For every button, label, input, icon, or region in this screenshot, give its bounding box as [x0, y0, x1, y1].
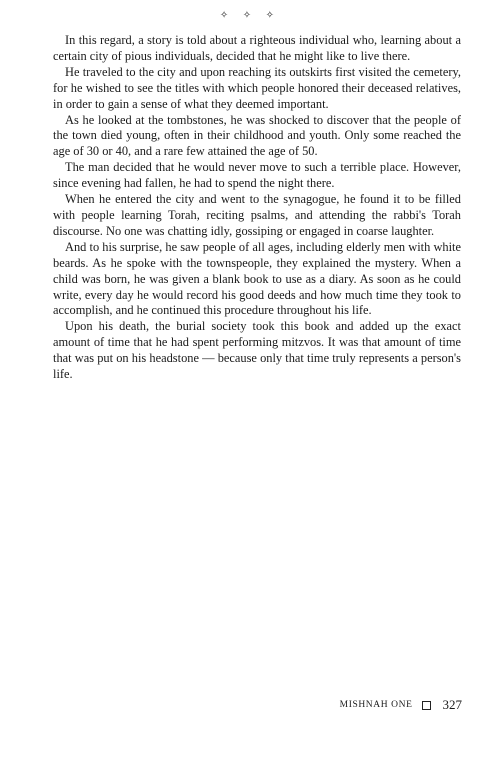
page-footer	[340, 697, 462, 713]
running-head: MISHNAH ONE	[339, 700, 413, 710]
page-number: 327	[442, 697, 462, 712]
paragraph: He traveled to the city and upon reaching its outskirts first visited the cemetery, for he wished to see the titles with which people honored their deceased relatives, in order to gain a sense of what they deemed important.	[53, 64, 461, 111]
paragraph: As he looked at the tombstones, he was shocked to discover that the people of the town died young, often in their childhood and youth. Only some reached the age of 30 or 40, and a rare few attained the age of 50.	[53, 112, 461, 159]
body-text	[53, 33, 461, 383]
paragraph: In this regard, a story is told about a righteous individual who, learning about a certain city of pious individuals, decided that he might like to live there.	[53, 33, 461, 63]
paragraph: The man decided that he would never move to such a terrible place. However, since evening had fallen, he had to spend the night there.	[53, 160, 461, 191]
paragraph: When he entered the city and went to the synagogue, he found it to be filled with people learning Torah, reciting psalms, and attending the rabbi's Torah discourse. No one was chatting idly, gossiping or engaged in coarse laughter.	[53, 192, 461, 238]
section-ornament: ✧ ✧ ✧	[219, 10, 281, 21]
square-outline-icon	[422, 701, 431, 710]
paragraph: And to his surprise, he saw people of all ages, including elderly men with white beards. As he spoke with the townspeople, they explained the mystery. When a child was born, he was given a blank book to use as a diary. As soon as he could write, every day he would record his good deeds and how much time they took to accomplish, and he continued this procedure throughout his life.	[53, 239, 461, 318]
paragraph: Upon his death, the burial society took this book and added up the exact amount of time that he had spent performing mitzvos. It was that amount of time that was put on his headstone — because only that time truly represents a person's life.	[53, 319, 461, 382]
